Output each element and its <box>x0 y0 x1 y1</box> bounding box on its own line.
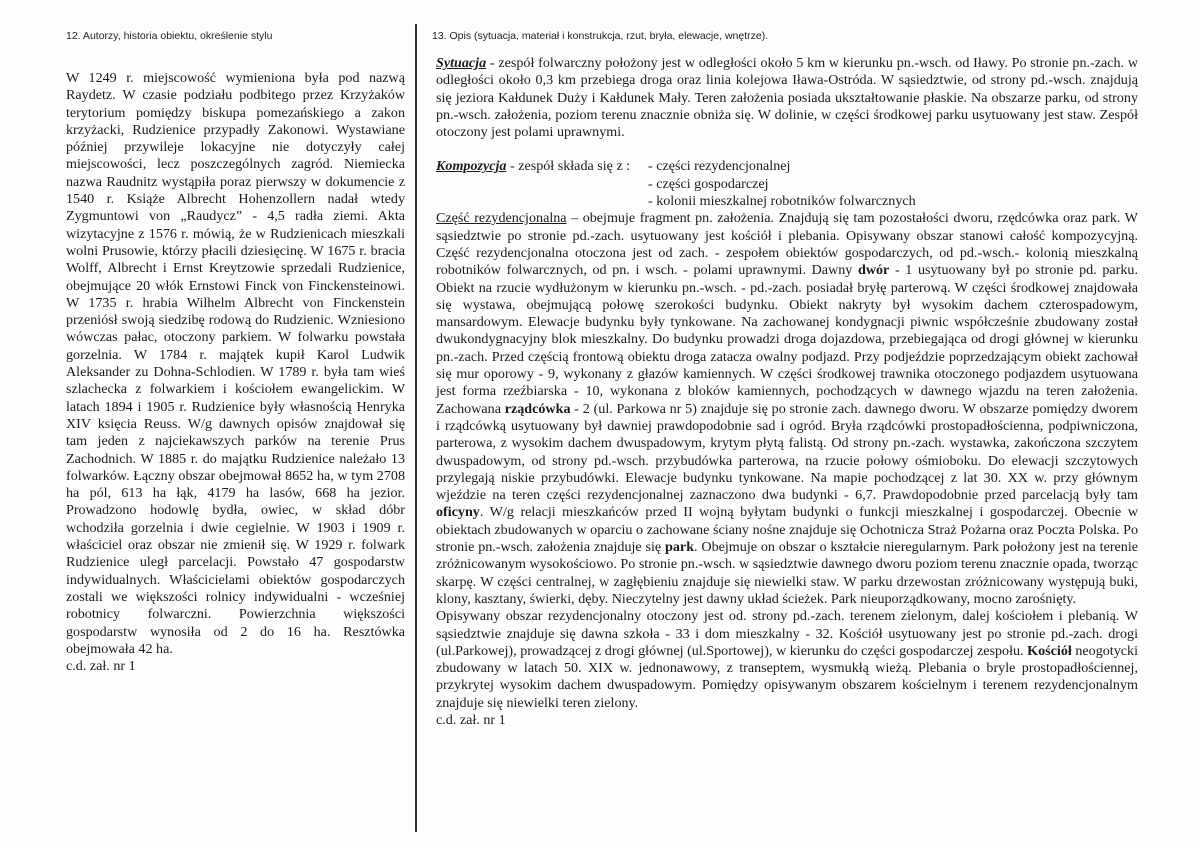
residential-text-4: . W/g relacji mieszkańców przed II wojną byłytam budynki o funkcji mieszkalnej i gospodarczej. Obecnie w obiektach zbudowanych w oparciu o zachowane ściany nośne znajduje się Ochotnicza Straż Pożarna oraz Poczta Polska. Po stronie pn.-wsch. założenia znajduje się <box>436 504 1138 556</box>
outbuildings-term: oficyny <box>436 504 480 521</box>
manor-term: dwór <box>857 262 890 279</box>
composition-item: - części rezydencjonalnej <box>648 158 791 175</box>
residential-text-5: . Obejmuje on obszar o kształcie nieregularnym. Park położony jest na terenie zróżnicowanym wysokościowo. Po stronie pn.-wsch. w sąsiedztwie dawnego dworu poziom terenu znacznie opada, tworząc skarpę. W części centralnej, w zagłębieniu znajduje się niewielki staw. W parku drzewostan zróżnicowany występują buki, klony, kasztany, świerki, dęby. Nieczytelny jest dawny układ ścieżek. Park nieuporządkowany, mocno zarośnięty. <box>436 539 1138 607</box>
composition-row-2 <box>436 176 1138 193</box>
column-divider <box>415 24 417 832</box>
park-term: park <box>665 539 695 556</box>
composition-row-3 <box>436 193 1138 210</box>
residential-text-2: - 1 usytuowany był po stronie pd. parku. Obiekt na rzucie wydłużonym w kierunku pn.-wsch. - pd.-zach. posiadał bryłę parterową. W części środkowej znajdowała się wystawa, obejmującą połowę szerokości budynku. Obiekt nakryty był wysokim dachem czterospadowym, mansardowym. Elewacje budynku były tynkowane. Na zachowanej kondygnacji piwnic współcześnie zbudowany został dwukondygnacyjny blok mieszkalny. Do budynku prowadzi droga dojazdowa, przebiegająca od drogi głównej w kierunku pn.-zach. Przed częścią frontową obiektu droga zatacza owalny podjazd. Przy podjeździe poprzedzającym obiekt zachował się mur oporowy - 9, wykonany z głazów kamiennych. W części środkowej trawnika otoczonego podjazdem usytuowana jest forma rzeźbiarska - 10, wykonana z bloków kamiennych, pochodzących w dawnego wjazdu na teren założenia. Zachowana <box>436 262 1138 417</box>
residential-paragraph <box>436 210 1138 608</box>
church-text-2: neogotycki zbudowany w latach 50. XIX w. jednonawowy, z transeptem, wysmukłą wieżą. Plebania o bryle prostopadłościennej, przykrytej wysokim dachem dwuspadowym. Pomiędzy opisywanym obszarem kościelnym i terenem rezydencjonalnym znajduje się niewielki teren zielony. <box>436 642 1138 711</box>
residential-heading: Część rezydencjonalna <box>436 210 567 227</box>
situation-text: - zespół folwarczny położony jest w odległości około 5 km w kierunku pn.-wsch. od Iławy. Po stronie pn.-zach. w odległości około 0,3 km przebiega droga oraz linia kolejowa Iława-Ostróda. W sąsiedztwie, od strony pd.-wsch. znajdują się jeziora Kałdunek Duży i Kałdunek Mały. Teren założenia posiada ukształtowanie płaskie. Na obszarze parku, od strony pn.-wsch. założenia, poziom terenu znacznie obniża się. W dolinie, w części środkowej parku usytuowany jest staw. Zespół otoczony jest polami uprawnymi. <box>436 55 1138 141</box>
right-column-header: 13. Opis (sytuacja, materiał i konstrukcja, rzut, bryła, elewacje, wnętrze). <box>432 30 769 42</box>
situation-paragraph <box>436 55 1138 141</box>
description-column <box>436 55 1138 729</box>
residential-text-1: – obejmuje fragment pn. założenia. Znajdują się tam pozostałości dworu, rzędcówka oraz park. W sąsiedztwie po stronie pd.-zach. usytuowany jest kościół i plebania. Opisywany obszar stanowi całość kompozycyjną. Część rezydencjonalna otoczona jest od zach. - zespołem obiektów gospodarczych, od pd.-wsch.- kolonią mieszkalną robotników folwarcznych, od pn. i wsch. - polami uprawnymi. Dawny <box>436 210 1138 279</box>
composition-lead <box>436 158 630 175</box>
residential-text-3: - 2 (ul. Parkowa nr 5) znajduje się po stronie zach. dawnego dworu. W obszarze pomiędzy dworem i rządcówką usytuowany był dawniej prawdopodobnie sad i ogród. Bryła rządcówki prostopadłościenna, podpiwniczona, parterowa, z wysokim dachem dwuspadowym, krytym płytą falistą. Od strony pn.-zach. wystawka, zakończona szczytem dwuspadowym, od strony pd.-wsch. przybudówka parterowa, na rzucie połowy ośmioboku. Do elewacji szczytowych przylegają niskie przybudówki. Elewacje budynku tynkowane. Na mapie pochodzącej z lat 30. XX w. przy głównym wjeździe na teren części rezydencjonalnej zaznaczono dwa budynki - 6,7. Prawdopodobnie przed parcelacją były tam <box>436 400 1138 504</box>
history-column <box>66 70 405 675</box>
steward-house-term: rządcówka <box>504 400 571 417</box>
composition-item: - części gospodarczej <box>648 175 769 192</box>
history-continued-note: c.d. zał. nr 1 <box>66 658 136 675</box>
church-term: Kościół <box>1027 642 1072 659</box>
church-text-1: Opisywany obszar rezydencjonalny otoczony jest od. strony pd.-zach. terenem zielonym, dalej kościołem i plebanią. W sąsiedztwie znajduje się dawna szkoła - 33 i dom mieszkalny - 32. Kościół usytuowany jest po stronie pd.-zach. drogi (ul.Parkowej), prowadzącej z drogi głównej (ul.Sportowej), w kierunku do części gospodarczej zespołu. <box>436 608 1138 659</box>
situation-heading: Sytuacja <box>436 55 487 71</box>
composition-item: - kolonii mieszkalnej robotników folwarcznych <box>648 193 916 210</box>
left-column-header: 12. Autorzy, historia obiektu, określenie stylu <box>66 30 273 42</box>
composition-row-1 <box>436 158 1138 175</box>
spacer <box>436 141 1138 158</box>
description-continued-note: c.d. zał. nr 1 <box>436 711 506 728</box>
church-paragraph <box>436 608 1138 712</box>
composition-heading: Kompozycja <box>436 158 507 175</box>
composition-lead-text: - zespół składa się z : <box>506 158 631 175</box>
history-text: W 1249 r. miejscowość wymieniona była pod nazwą Raydetz. W czasie podziału podbitego przez Krzyżaków terytorium pomiędzy biskupa pomezańskiego a zakon krzyżacki, Rudzienice przypadły Zakonowi. Wystawiane później przywileje lokacyjne nie dotyczyły całej miejscowości, lecz poszczególnych zagród. Niemiecka nazwa Raudnitz wystąpiła poraz pierwszy w dokumencie z 1540 r. Książe Albrecht Hohenzollern nadał wtedy Zygmuntowi von „Raudycz” - 4,5 radła ziemi. Akta wizytacyjne z 1576 r. mówią, że w Rudzienicach mieszkali wolni Prusowie, którzy płacili dziesięcinę. W 1675 r. bracia Wolff, Albrecht i Ernst Kreytzowie sprzedali Rudzienice, obejmujące 20 włók Ernstowi Finck von Finckensteinowi. W 1735 r. hrabia Wilhelm Albrecht von Finckenstein przeniósł swoją siedzibę rodową do Rudzienic. Wzniesiono wówczas pałac, otoczony parkiem. W folwarku powstała gorzelnia. W 1784 r. majątek kupił Karol Ludwik Aleksander zu Dohna-Schlodien. W 1789 r. była tam wieś szlachecka z folwarkiem i kościołem ewangelickim. W latach 1894 i 1905 r. Rudzienice były własnością Henryka XIV księcia Reuss. W/g dawnych opisów znajdował się tam jeden z najciekawszych parków na terenie Prus Zachodnich. W 1885 r. do majątku Rudzienice należało 13 folwarków. Łączny obszar obejmował 8652 ha, w tym 2708 ha pól, 613 ha łąk, 4179 ha lasów, 668 ha jezior. Prowadzono hodowlę bydła, owiec, w skład dóbr wchodziła gorzelnia i dwie cegielnie. W 1903 i 1909 r. właściciel oraz obszar nie zmienił się. W 1929 r. folwark Rudzienice uległ parcelacji. Powstało 47 gospodarstw indywidualnych. Właścicielami obiektów gospodarczych zostali we większości rolnicy indywidualni - wcześniej robotnicy folwarczni. Powierzchnia większości gospodarstw wynosiła od 2 do 16 ha. Resztówka obejmowała 42 ha. <box>66 70 405 657</box>
